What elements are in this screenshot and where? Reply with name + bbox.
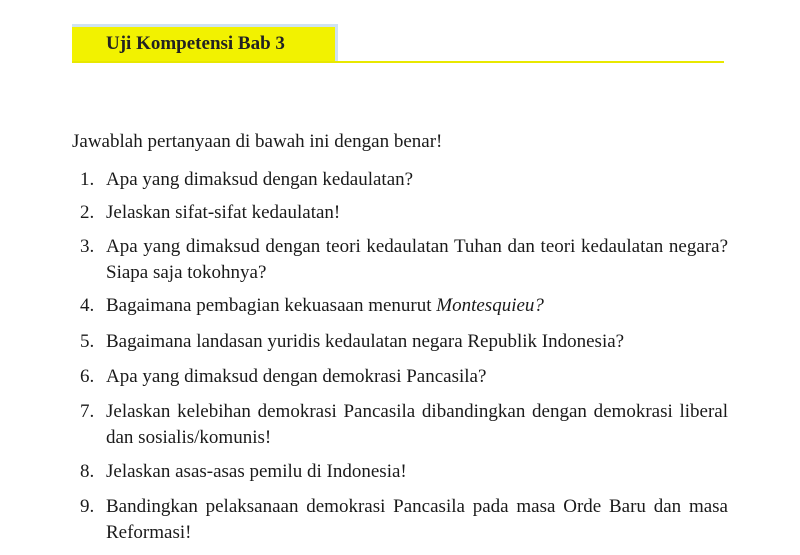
question-text: Apa yang dimaksud dengan kedaulatan? [106,169,414,190]
question-item [80,399,728,451]
section-underline [72,61,724,63]
question-text: Bagaimana pembagian kekuasaan menurut [106,295,437,316]
question-number: 7. [80,401,95,422]
section-title: Uji Kompetensi Bab 3 [106,33,285,54]
question-item [80,494,728,546]
instruction-text: Jawablah pertanyaan di bawah ini dengan benar! [72,131,443,152]
question-text: Apa yang dimaksud dengan demokrasi Pancasila? [106,366,487,387]
question-text: Apa yang dimaksud dengan teori kedaulatan Tuhan dan teori kedaulatan negara? Siapa saja tokohnya? [106,236,728,283]
question-number: 5. [80,331,95,352]
question-number: 2. [80,202,95,223]
question-item [80,364,728,390]
question-item [80,329,728,355]
question-text: Bandingkan pelaksanaan demokrasi Pancasila pada masa Orde Baru dan masa Reformasi! [106,496,728,543]
question-text-italic: Montesquieu? [436,295,544,316]
section-header [72,14,724,64]
question-item [80,167,728,193]
question-text-wrap [106,293,728,319]
question-text: Jelaskan asas-asas pemilu di Indonesia! [106,461,407,482]
question-number: 4. [80,295,95,316]
question-number: 1. [80,169,95,190]
question-number: 8. [80,461,95,482]
question-text: Jelaskan sifat-sifat kedaulatan! [106,202,341,223]
question-number: 9. [80,496,95,517]
question-item [80,459,728,485]
question-text: Bagaimana landasan yuridis kedaulatan negara Republik Indonesia? [106,331,625,352]
question-number: 3. [80,236,95,257]
question-item [80,200,728,226]
question-text: Jelaskan kelebihan demokrasi Pancasila dibandingkan dengan demokrasi liberal dan sosialis/komunis! [106,401,728,448]
question-item [80,293,728,319]
question-item [80,234,728,286]
question-number: 6. [80,366,95,387]
